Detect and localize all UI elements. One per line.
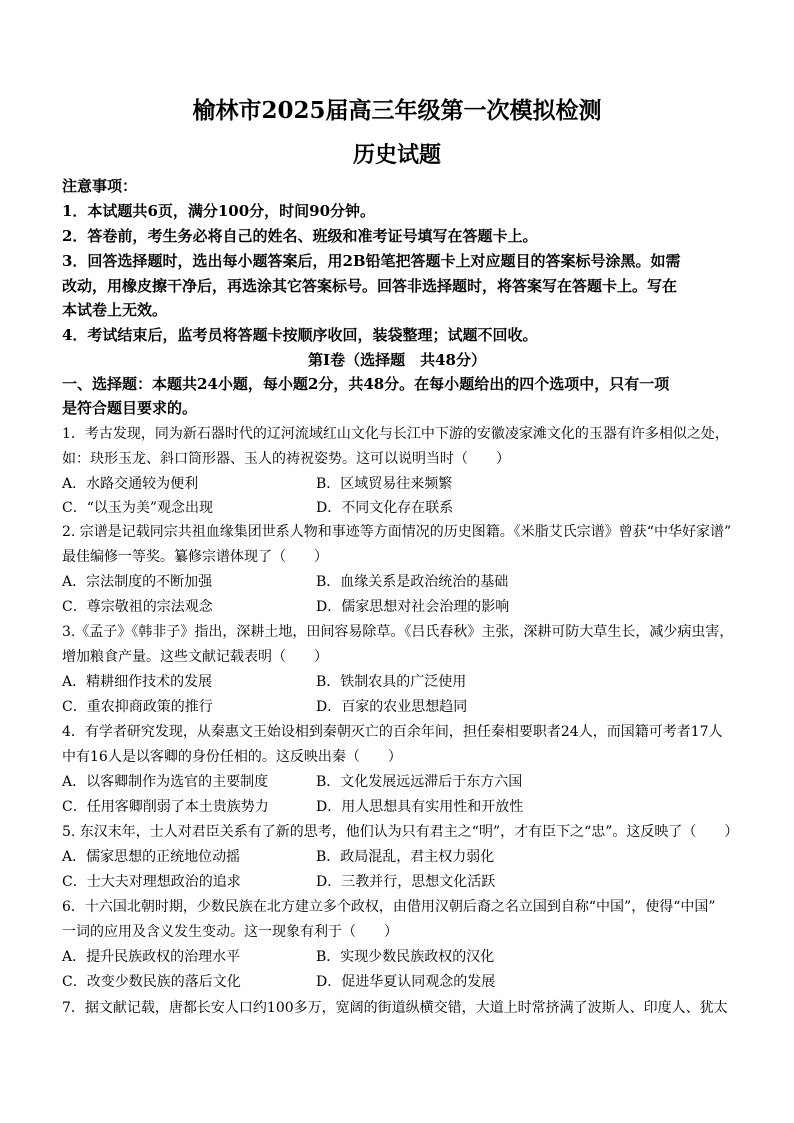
option-b: B．政局混乱，君主权力弱化: [316, 849, 495, 865]
question-stem: 6．十六国北朝时期，少数民族在北方建立多个政权，由借用汉朝后裔之名立国到自称“中国”，使得“中国”: [62, 899, 716, 915]
option-b: B．区域贸易往来频繁: [316, 476, 453, 492]
question-stem: 4．有学者研究发现，从秦惠文王始设相到秦朝灭亡的百余年间，担任秦相要职者24人，而国籍可考者17人: [62, 724, 723, 740]
option-c: C．“以玉为美”观念出现: [62, 500, 214, 516]
option-c: C．尊宗敬祖的宗法观念: [62, 599, 213, 615]
notice-item: 1．本试题共6页，满分100分，时间90分钟。: [62, 202, 376, 220]
question-stem: 中有16人是以客卿的身份任相的。这反映出秦（ ）: [62, 749, 402, 765]
option-d: D．促进华夏认同观念的发展: [316, 974, 496, 990]
question-stem: 1．考古发现，同为新石器时代的辽河流域红山文化与长江中下游的安徽凌家滩文化的玉器有许多相似之处，: [62, 426, 729, 442]
option-a: A．以客卿制作为选官的主要制度: [62, 774, 269, 790]
exam-subject: 历史试题: [352, 142, 441, 168]
notice-item: 本试卷上无效。: [62, 301, 168, 319]
option-b: B．铁制农具的广泛使用: [316, 674, 467, 690]
option-c: C．改变少数民族的落后文化: [62, 974, 241, 990]
option-c: C．任用客卿削弱了本土贵族势力: [62, 799, 269, 815]
notice-item: 3．回答选择题时，选出每小题答案后，用2B铅笔把答题卡上对应题目的答案标号涂黑。如需: [62, 252, 681, 270]
option-d: D．不同文化存在联系: [316, 500, 454, 516]
question-stem: 一词的应用及含义发生变动。这一现象有利于（ ）: [62, 924, 398, 940]
option-a: A．水路交通较为便利: [62, 476, 199, 492]
option-a: A．儒家思想的正统地位动摇: [62, 849, 241, 865]
option-b: B．文化发展远远滞后于东方六国: [316, 774, 523, 790]
question-stem: 最佳编修一等奖。纂修宗谱体现了（ ）: [62, 549, 328, 565]
option-b: B．血缘关系是政治统治的基础: [316, 574, 509, 590]
option-a: A．精耕细作技术的发展: [62, 674, 213, 690]
question-stem: 如：玦形玉龙、斜口筒形器、玉人的祷祝姿势。这可以说明当时（ ）: [62, 451, 510, 467]
notice-item: 2．答卷前，考生务必将自己的姓名、班级和准考证号填写在答题卡上。: [62, 227, 538, 245]
option-d: D．儒家思想对社会治理的影响: [316, 599, 510, 615]
part1-instruction: 一、选择题：本题共24小题，每小题2分，共48分。在每小题给出的四个选项中，只有一项: [62, 375, 670, 393]
option-a: A．宗法制度的不断加强: [62, 574, 213, 590]
option-d: D．用人思想具有实用性和开放性: [316, 799, 524, 815]
question-stem: 2. 宗谱是记载同宗共祖血缘集团世系人物和事迹等方面情况的历史图籍。《米脂艾氏宗谱》曾获“中华好家谱”: [62, 524, 732, 540]
part1-heading: 第Ⅰ卷（选择题 共48分）: [308, 351, 486, 369]
part1-instruction: 是符合题目要求的。: [62, 399, 198, 417]
option-b: B．实现少数民族政权的汉化: [316, 949, 495, 965]
notice-heading: 注意事项：: [62, 177, 138, 195]
option-c: C．重农抑商政策的推行: [62, 699, 213, 715]
option-d: D．三教并行，思想文化活跃: [316, 874, 496, 890]
question-stem: 7．据文献记载，唐都长安人口约100多万，宽阔的街道纵横交错，大道上时常挤满了波斯人、印度人、犹太: [62, 1000, 728, 1016]
option-c: C．士大夫对理想政治的追求: [62, 874, 241, 890]
question-stem: 5. 东汉末年，士人对君臣关系有了新的思考，他们认为只有君主之“明”，才有臣下之“忠”。这反映了（ ）: [62, 824, 738, 840]
question-stem: 3.《孟子》《韩非子》指出，深耕土地，田间容易除草。《吕氏春秋》主张，深耕可防大草生长，减少病虫害，: [62, 624, 734, 640]
option-a: A．提升民族政权的治理水平: [62, 949, 241, 965]
notice-item: 改动，用橡皮擦干净后，再选涂其它答案标号。回答非选择题时，将答案写在答题卡上。写在: [62, 277, 678, 295]
exam-title: 榆林市2025届高三年级第一次模拟检测: [192, 97, 602, 124]
notice-item: 4．考试结束后，监考员将答题卡按顺序收回，装袋整理；试题不回收。: [62, 326, 538, 344]
question-stem: 增加粮食产量。这些文献记载表明（ ）: [62, 649, 328, 665]
option-d: D．百家的农业思想趋同: [316, 699, 468, 715]
